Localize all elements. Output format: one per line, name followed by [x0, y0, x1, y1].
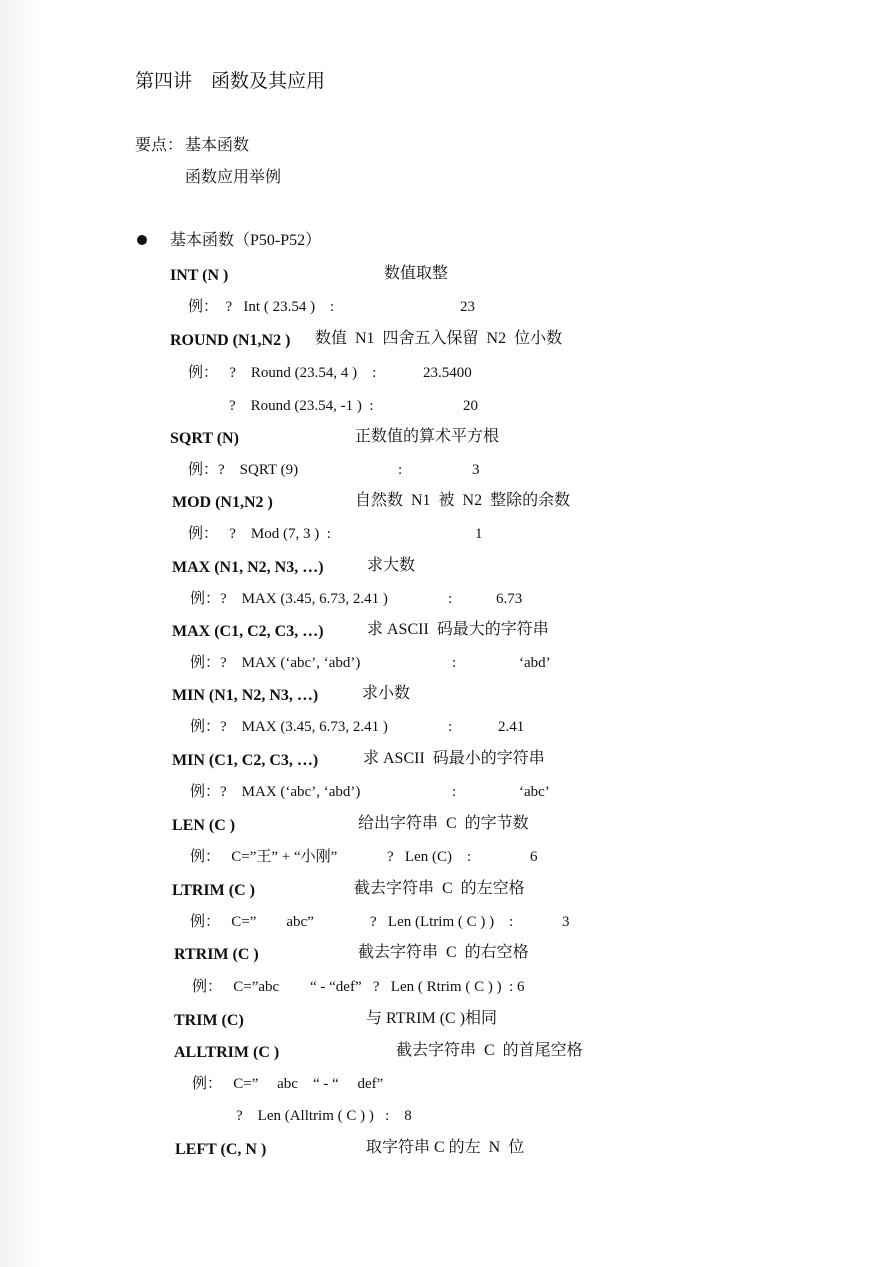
func-ltrim-example-call: ? Len (Ltrim ( C ) ) : [370, 914, 514, 930]
func-trim-description: 与 RTRIM (C )相同 [366, 1010, 498, 1027]
func-ltrim-signature: LTRIM (C ) [172, 882, 255, 899]
func-max-numeric-example-colon: : [448, 591, 453, 607]
func-rtrim-description: 截去字符串 C 的右空格 [358, 944, 529, 961]
func-ltrim-description: 截去字符串 C 的左空格 [354, 880, 525, 897]
func-sqrt-example: 例：? SQRT (9) [188, 462, 299, 478]
func-max-numeric-example-result: 6.73 [496, 591, 523, 607]
func-trim-signature: TRIM (C) [174, 1012, 244, 1029]
func-round-description: 数值 N1 四舍五入保留 N2 位小数 [315, 330, 563, 347]
func-min-numeric-example-colon: : [448, 719, 453, 735]
func-int-signature: INT (N ) [170, 267, 229, 284]
func-len-example: 例： C=”王” + “小刚” [190, 849, 338, 865]
func-min-numeric-example: 例：? MAX (3.45, 6.73, 2.41 ) [190, 719, 388, 735]
func-left-signature: LEFT (C, N ) [175, 1141, 267, 1158]
func-max-numeric-description: 求大数 [367, 557, 416, 574]
func-round-signature: ROUND (N1,N2 ) [170, 332, 291, 349]
func-min-char-signature: MIN (C1, C2, C3, …) [172, 752, 319, 769]
func-alltrim-example-call: ? Len (Alltrim ( C ) ) : 8 [236, 1108, 412, 1124]
func-len-signature: LEN (C ) [172, 817, 236, 834]
func-mod-description: 自然数 N1 被 N2 整除的余数 [355, 492, 571, 509]
func-max-char-example: 例：? MAX (‘abc’, ‘abd’) [190, 655, 361, 671]
func-round-example-1-result: 23.5400 [423, 365, 472, 381]
func-max-numeric-signature: MAX (N1, N2, N3, …) [172, 559, 324, 576]
func-left-description: 取字符串 C 的左 N 位 [366, 1139, 525, 1156]
func-round-example-1: 例： ? Round (23.54, 4 ) : [188, 365, 377, 381]
key-points-label: 要点： [135, 137, 184, 154]
func-round-example-2-result: 20 [463, 398, 478, 414]
func-ltrim-example-result: 3 [562, 914, 570, 930]
func-len-description: 给出字符串 C 的字节数 [358, 815, 529, 832]
func-sqrt-example-colon: : [398, 462, 403, 478]
func-sqrt-signature: SQRT (N) [170, 430, 239, 447]
func-max-char-example-colon: : [452, 655, 457, 671]
func-min-char-example: 例：? MAX (‘abc’, ‘abd’) [190, 784, 361, 800]
func-max-numeric-example: 例：? MAX (3.45, 6.73, 2.41 ) [190, 591, 388, 607]
func-min-numeric-example-result: 2.41 [498, 719, 525, 735]
func-rtrim-signature: RTRIM (C ) [174, 946, 259, 963]
func-mod-example-result: 1 [475, 526, 483, 542]
key-point-function-examples: 函数应用举例 [185, 169, 282, 186]
func-sqrt-example-result: 3 [472, 462, 480, 478]
func-max-char-description: 求 ASCII 码最大的字符串 [367, 621, 549, 638]
func-rtrim-example-call: “ - “def” ? Len ( Rtrim ( C ) ) : 6 [310, 979, 525, 995]
func-len-example-result: 6 [530, 849, 538, 865]
func-mod-example: 例： ? Mod (7, 3 ) : [188, 526, 331, 542]
func-min-numeric-description: 求小数 [362, 685, 411, 702]
func-int-example: 例： ? Int ( 23.54 ) : [188, 299, 335, 315]
func-mod-signature: MOD (N1,N2 ) [172, 494, 273, 511]
func-int-description: 数值取整 [384, 265, 449, 282]
func-min-numeric-signature: MIN (N1, N2, N3, …) [172, 687, 319, 704]
func-sqrt-description: 正数值的算术平方根 [355, 428, 500, 445]
key-point-basic-functions: 基本函数 [185, 137, 250, 154]
scan-edge-shadow [0, 0, 42, 1267]
lecture-title: 第四讲 函数及其应用 [135, 71, 326, 92]
func-ltrim-example: 例： C=” abc” [190, 914, 314, 930]
func-rtrim-example: 例： C=”abc [192, 979, 280, 995]
func-alltrim-signature: ALLTRIM (C ) [174, 1044, 280, 1061]
bullet-dot-icon [137, 235, 147, 245]
func-round-example-2: ? Round (23.54, -1 ) : [229, 398, 374, 414]
func-int-example-result: 23 [460, 299, 475, 315]
func-max-char-example-result: ‘abd’ [519, 655, 551, 671]
func-len-example-call: ? Len (C) : [387, 849, 472, 865]
func-min-char-example-colon: : [452, 784, 457, 800]
func-alltrim-example: 例： C=” abc “ - “ def” [192, 1076, 384, 1092]
func-max-char-signature: MAX (C1, C2, C3, …) [172, 623, 324, 640]
func-min-char-example-result: ‘abc’ [519, 784, 550, 800]
section-heading: 基本函数（P50-P52） [170, 232, 322, 249]
func-alltrim-description: 截去字符串 C 的首尾空格 [396, 1042, 583, 1059]
func-min-char-description: 求 ASCII 码最小的字符串 [363, 750, 545, 767]
